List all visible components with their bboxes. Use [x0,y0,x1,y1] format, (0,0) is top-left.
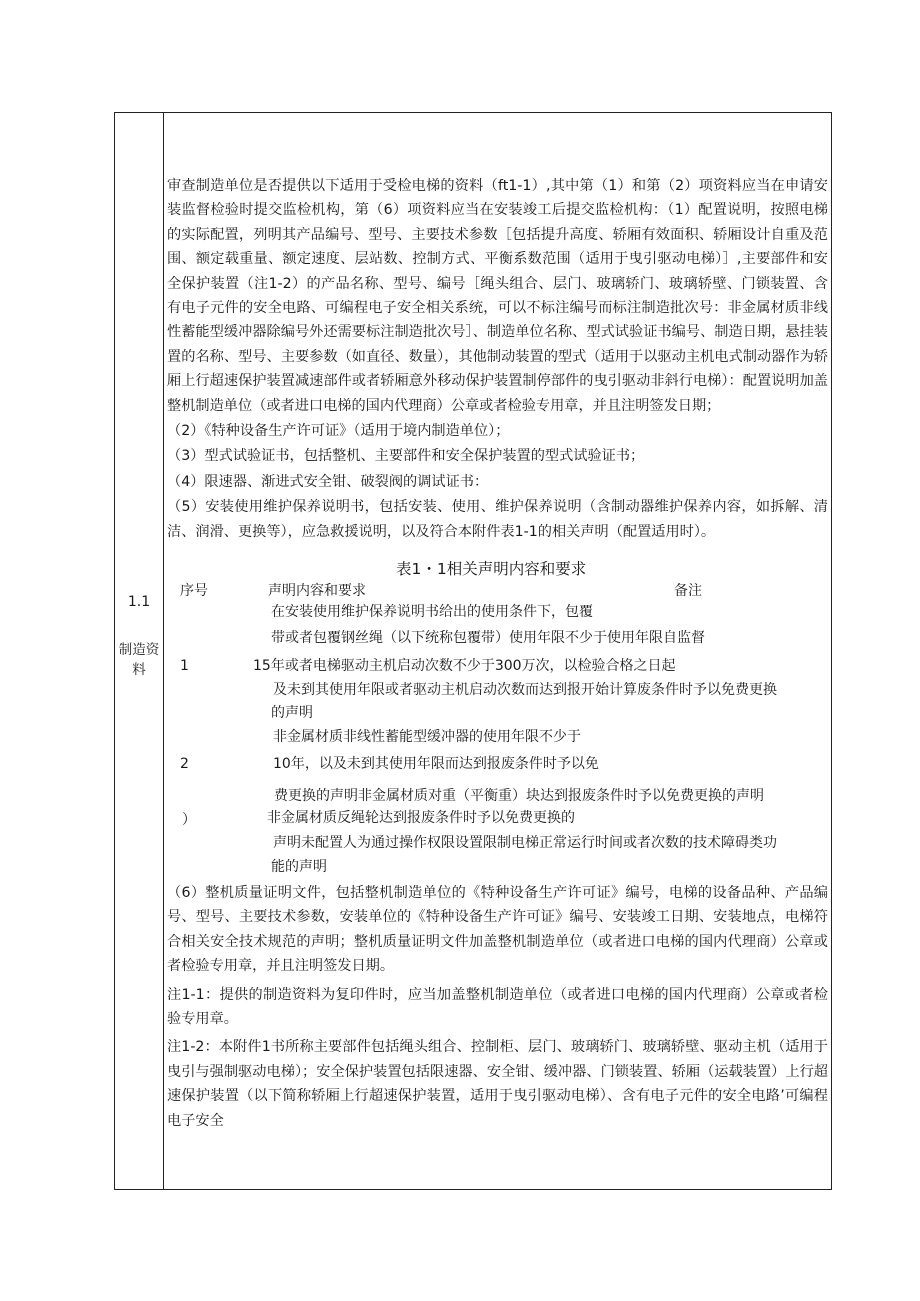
row2-line2: 10年，以及未到其使用年限而达到报废条件时予以免 [273,756,599,772]
item-4: （4）限速器、渐进式安全钳、破裂阀的调试证书： [167,473,489,490]
row1-line4: 及未到其使用年限或者驱动主机启动次数而达到报开始计算废条件时予以免费更换 [273,682,777,698]
note-1-1: 注1-1：提供的制造资料为复印件时，应当加盖整机制造单位（或者进口电梯的国内代理商）公章或者检验专用章。 [167,986,828,1028]
item-3: （3）型式试验证书，包括整机、主要部件和安全保护装置的型式试验证书； [167,448,645,465]
rest-content [167,881,828,1133]
row3-line3: 能的声明 [271,859,327,875]
row2-number: 2 [180,756,189,772]
row1-line2: 带或者包覆钢丝绳（以下统称包覆带）使用年限不少于使用年限自监督 [271,630,705,646]
item-6: （6）整机质量证明文件，包括整机制造单位的《特种设备生产许可证》编号，电梯的设备品种、产品编号、型号、主要技术参数，安装单位的《特种设备生产许可证》编号、安装竣工日期、安装地点，电梯符合相关安全技术规范的声明；整机质量证明文件加盖整机制造单位（或者进口电梯的国内代理商）公章或者检验专用章，并且注明签发日期。 [167,885,828,975]
item-2: （2）《特种设备生产许可证》（适用于境内制造单位）； [167,423,510,440]
item-5: （5）安装使用维护保养说明书，包括安装、使用、维护保养说明（含制动器维护保养内容，如拆解、清洁、润滑、更换等），应急救援说明，以及符合本附件表1-1的相关声明（配置适用时）。 [167,499,828,540]
row3-line1: 非金属材质反绳轮达到报废条件时予以免费更换的 [267,810,575,826]
table-title: 表1・1相关声明内容和要求 [396,560,587,578]
row2-line1: 非金属材质非线性蓄能型缓冲器的使用年限不少于 [273,729,581,745]
row3-line2: 声明未配置人为通过操作权限设置限制电梯正常运行时间或者次数的技术障碍类功 [273,835,777,851]
note-1-2: 注1-2：本附件1书所称主要部件包括绳头组合、控制柜、层门、玻璃轿门、玻璃轿壁、驱动主机（适用于曳引与强制驱动电梯）；安全保护装置包括限速器、安全钳、缓冲器、门锁装置、轿厢（运载装置）上行超速保护装置（以下简称轿厢上行超速保护装置，适用于曳引驱动电梯）、含有电子元件的安全电路’可编程电子安全 [167,1039,828,1129]
row1-line5: 的声明 [271,705,313,721]
row2-line3: 费更换的声明非金属材质对重（平衡重）块达到报废条件时予以免费更换的声明 [274,788,764,804]
header-no: 序号 [180,583,208,599]
intro-paragraph: 审查制造单位是否提供以下适用于受检电梯的资料（ft1-1）,其中第（1）和第（2）项资料应当在申请安装监督检验时提交监检机构，第（6）项资料应当在安装竣工后提交监检机构：（1）配置说明，按照电梯的实际配置，列明其产品编号、型号、主要技术参数［包括提升高度、轿厢有效面积、轿厢设计自重及范围、额定载重量、额定速度、层站数、控制方式、平衡系数范围（适用于曳引驱动电梯）］,主要部件和安全保护装置（注1-2）的产品名称、型号、编号［绳头组合、层门、玻璃轿门、玻璃轿壁、门锁装置、含有电子元件的安全电路、可编程电子安全相关系统，可以不标注编号而标注制造批次号：非金属材质非线性蓄能型缓冲器除编号外还需要标注制造批次号］、制造单位名称、型式试验证书编号、制造日期，悬挂装置的名称、型号、主要参数（如直径、数量），其他制动装置的型式（适用于以驱动主机电式制动器作为轿厢上行超速保护装置减速部件或者轿厢意外移动保护装置制停部件的曳引驱动非斜行电梯）：配置说明加盖整机制造单位（或者进口电梯的国内代理商）公章或者检验专用章，并且注明签发日期； [167,178,828,414]
row1-line3: 15年或者电梯驱动主机启动次数不少于300万次，以检验合格之日起 [253,658,676,674]
header-content: 声明内容和要求 [268,583,366,599]
row1-line1: 在安装使用维护保养说明书给出的使用条件下，包覆 [271,604,593,620]
row3-number: ） [182,812,196,828]
section-number: 1.1 [127,594,151,610]
row1-number: 1 [180,658,189,674]
section-label: 制造资料 [118,642,160,678]
main-content [167,174,828,544]
header-remark: 备注 [674,583,702,599]
